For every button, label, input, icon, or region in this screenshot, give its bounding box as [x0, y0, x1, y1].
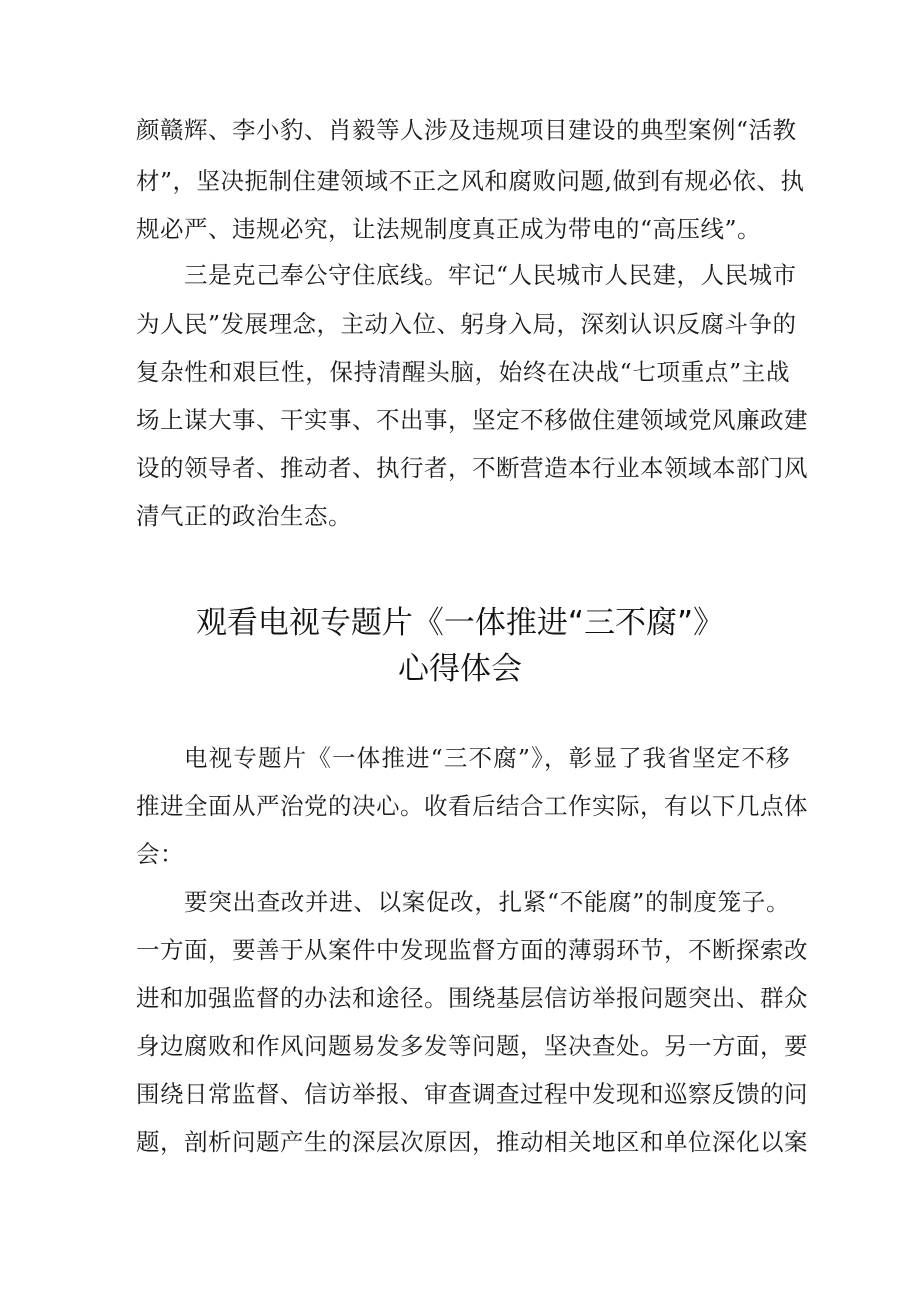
- paragraph-line: 进和加强监督的办法和途径。围绕基层信访举报问题突出、群众: [136, 984, 808, 1012]
- paragraph-line: 颜赣辉、李小豹、肖毅等人涉及违规项目建设的典型案例“活教: [136, 116, 797, 144]
- paragraph-line: 推进全面从严治党的决心。收看后结合工作实际，有以下几点体: [136, 792, 808, 820]
- paragraph-line: 围绕日常监督、信访举报、审查调查过程中发现和巡察反馈的问: [136, 1080, 808, 1108]
- paragraph-line: 电视专题片《一体推进“三不腐”》，彰显了我省坚定不移: [184, 744, 790, 772]
- paragraph-line: 复杂性和艰巨性，保持清醒头脑，始终在决战“七项重点”主战: [136, 358, 790, 386]
- paragraph-line: 身边腐败和作风问题易发多发等问题，坚决查处。另一方面，要: [136, 1032, 808, 1060]
- paragraph-line: 要突出查改并进、以案促改，扎紧“不能腐”的制度笼子。: [184, 888, 790, 916]
- paragraph-line: 清气正的政治生态。: [136, 502, 352, 530]
- paragraph-line: 设的领导者、推动者、执行者，不断营造本行业本领域本部门风: [136, 454, 808, 482]
- paragraph-line: 场上谋大事、干实事、不出事，坚定不移做住建领域党风廉政建: [136, 406, 808, 434]
- paragraph-line: 会：: [136, 840, 184, 868]
- paragraph-line: 为人民”发展理念，主动入位、躬身入局，深刻认识反腐斗争的: [136, 310, 797, 338]
- paragraph-line: 规必严、违规必究，让法规制度真正成为带电的“高压线”。: [136, 215, 762, 243]
- article-title: 观看电视专题片《一体推进“三不腐”》: [195, 605, 725, 641]
- article-title-line2: 心得体会: [398, 651, 522, 687]
- paragraph-line: 题，剖析问题产生的深层次原因，推动相关地区和单位深化以案: [136, 1128, 808, 1156]
- paragraph-line: 一方面，要善于从案件中发现监督方面的薄弱环节，不断探索改: [136, 936, 808, 964]
- paragraph-line: 三是克己奉公守住底线。牢记“人民城市人民建，人民城市: [184, 261, 797, 289]
- paragraph-line: 材”，坚决扼制住建领域不正之风和腐败问题,做到有规必依、执: [136, 167, 805, 195]
